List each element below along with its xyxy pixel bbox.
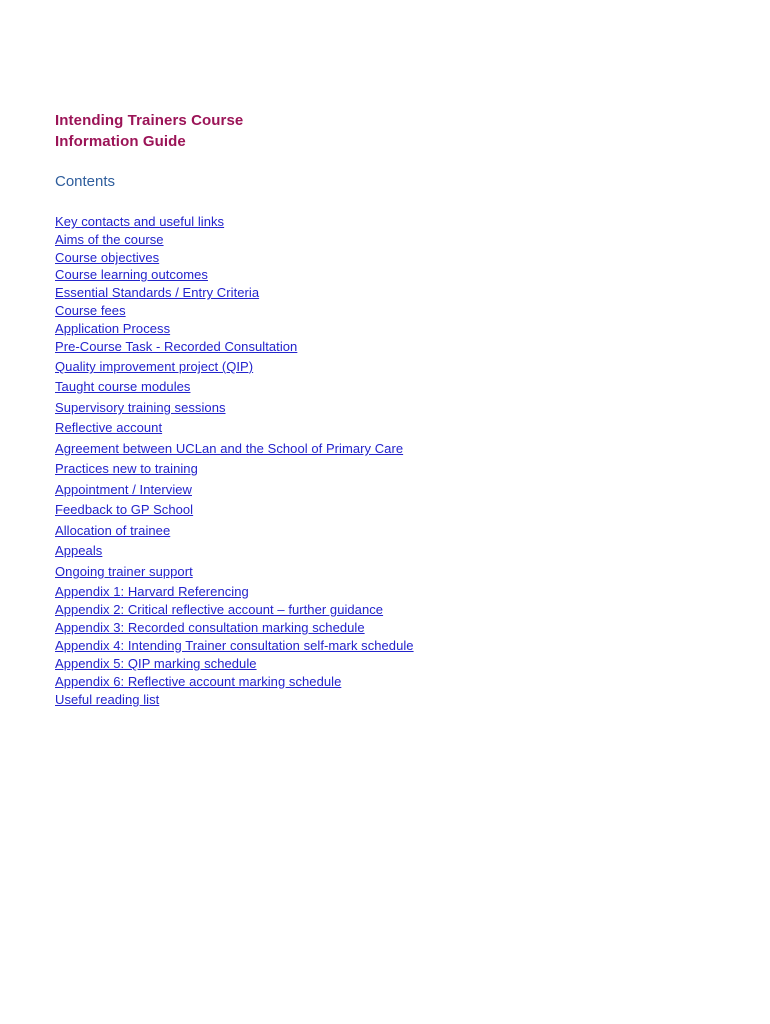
toc-link-appendix-5[interactable]: Appendix 5: QIP marking schedule <box>55 656 257 671</box>
toc-link-appendix-4[interactable]: Appendix 4: Intending Trainer consultation self-mark schedule <box>55 638 414 653</box>
toc-link-key-contacts[interactable]: Key contacts and useful links <box>55 214 225 229</box>
toc-link-appendix-2[interactable]: Appendix 2: Critical reflective account – further guidance <box>55 602 384 617</box>
document-title-line-2: Information Guide <box>55 133 186 150</box>
document-title-line-1: Intending Trainers Course <box>55 112 244 129</box>
toc-link-pre-course-task[interactable]: Pre-Course Task - Recorded Consultation <box>55 339 298 354</box>
toc-item <box>55 284 259 302</box>
toc-item <box>55 231 164 249</box>
toc-item <box>55 542 102 560</box>
toc-link-allocation[interactable]: Allocation of trainee <box>55 523 171 538</box>
toc-link-learning-outcomes[interactable]: Course learning outcomes <box>55 267 208 282</box>
toc-link-appointment[interactable]: Appointment / Interview <box>55 482 192 497</box>
toc-item <box>55 522 170 540</box>
toc-item <box>55 619 365 637</box>
toc-link-aims[interactable]: Aims of the course <box>55 232 164 247</box>
toc-item <box>55 655 257 673</box>
toc-item <box>55 338 297 356</box>
toc-link-ongoing-support[interactable]: Ongoing trainer support <box>55 564 193 579</box>
toc-link-practices-new[interactable]: Practices new to training <box>55 461 198 476</box>
toc-link-feedback[interactable]: Feedback to GP School <box>55 502 194 517</box>
toc-link-reflective-account[interactable]: Reflective account <box>55 420 163 435</box>
toc-link-objectives[interactable]: Course objectives <box>55 250 160 265</box>
toc-item <box>55 691 159 709</box>
toc-item <box>55 378 190 396</box>
toc-item <box>55 637 414 655</box>
toc-item <box>55 563 193 581</box>
toc-item <box>55 481 192 499</box>
toc-link-appendix-6[interactable]: Appendix 6: Reflective account marking schedule <box>55 674 342 689</box>
toc-link-appendix-1[interactable]: Appendix 1: Harvard Referencing <box>55 584 249 599</box>
toc-link-application-process[interactable]: Application Process <box>55 321 171 336</box>
toc-link-reading-list[interactable]: Useful reading list <box>55 692 160 707</box>
toc-item <box>55 440 403 458</box>
toc-link-agreement[interactable]: Agreement between UCLan and the School of Primary Care <box>55 441 404 456</box>
toc-item <box>55 583 249 601</box>
toc-item <box>55 213 224 231</box>
toc-item <box>55 249 159 267</box>
toc-item <box>55 358 253 376</box>
toc-item <box>55 399 226 417</box>
toc-link-appendix-3[interactable]: Appendix 3: Recorded consultation marking schedule <box>55 620 365 635</box>
toc-item <box>55 266 208 284</box>
toc-link-qip[interactable]: Quality improvement project (QIP) <box>55 359 254 374</box>
toc-item <box>55 601 383 619</box>
toc-link-appeals[interactable]: Appeals <box>55 543 103 558</box>
toc-item <box>55 673 341 691</box>
toc-item <box>55 460 198 478</box>
document-title <box>55 110 243 152</box>
toc-item <box>55 320 170 338</box>
toc-link-supervisory-sessions[interactable]: Supervisory training sessions <box>55 400 226 415</box>
toc-item <box>55 302 126 320</box>
toc-item <box>55 501 193 519</box>
toc-link-course-fees[interactable]: Course fees <box>55 303 126 318</box>
toc-link-entry-criteria[interactable]: Essential Standards / Entry Criteria <box>55 285 260 300</box>
toc-item <box>55 419 162 437</box>
contents-heading: Contents <box>55 173 116 190</box>
toc-link-taught-modules[interactable]: Taught course modules <box>55 379 191 394</box>
